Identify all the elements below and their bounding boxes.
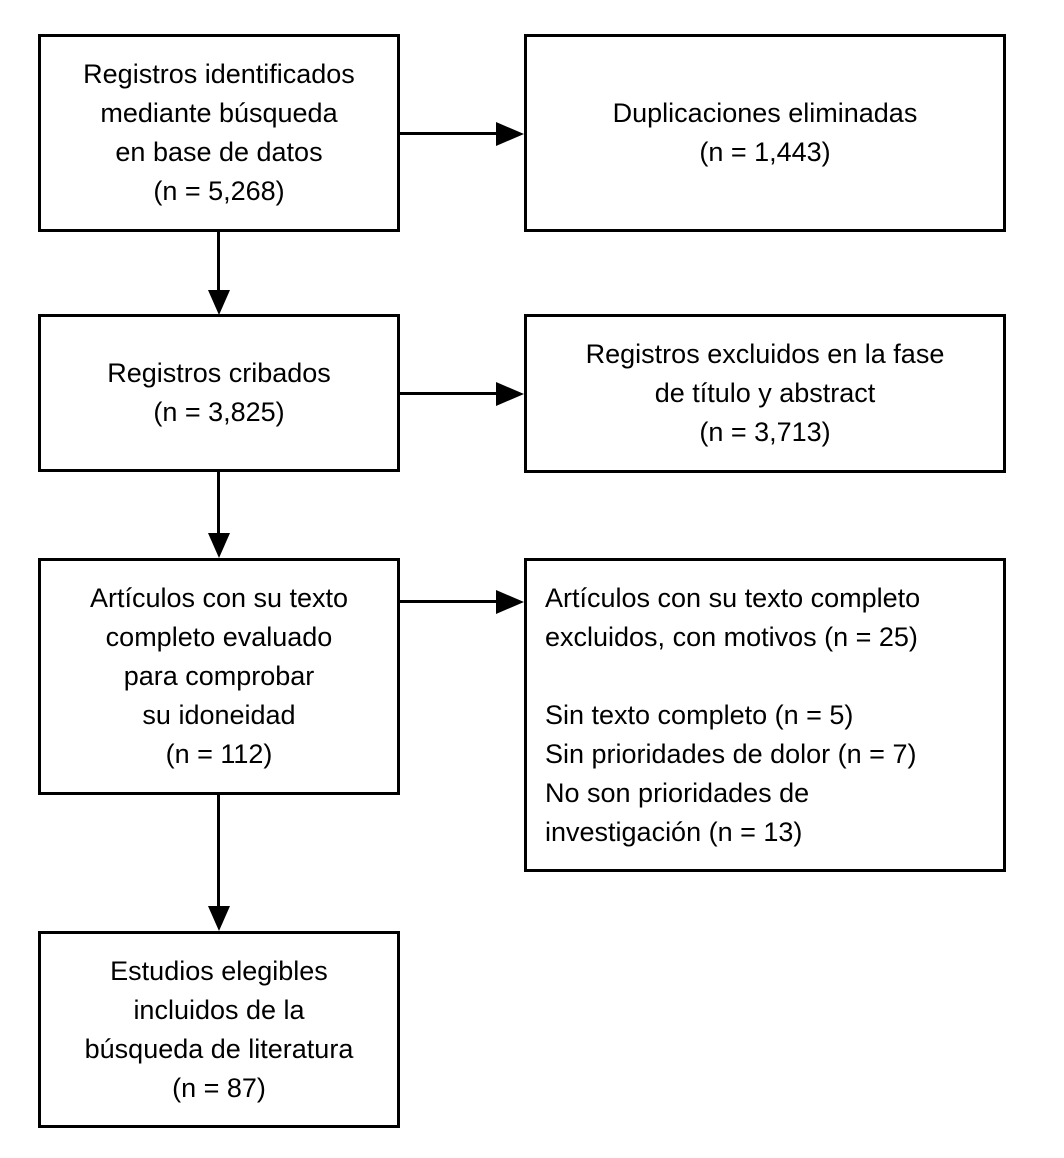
box-records-screened [38,314,400,472]
box-text-line: (n = 1,443) [699,137,831,167]
box-text-line: completo evaluado [105,622,333,652]
box-text-line: su idoneidad [142,700,296,730]
box-text-line: (n = 3,825) [153,397,285,427]
box-text-line: Sin texto completo (n = 5) [545,699,854,730]
arrow-shaft [217,795,220,907]
box-text-line: (n = 112) [165,739,273,769]
box-text-line: para comprobar [123,661,315,691]
arrow-shaft [400,600,496,603]
box-text-line: Registros excluidos en la fase [585,339,945,369]
box-text-line: de título y abstract [654,378,876,408]
box-text-line: (n = 3,713) [699,417,831,447]
arrowhead-right-icon [496,122,524,146]
box-text-line: Artículos con su texto [89,583,349,613]
box-text-line: Duplicaciones eliminadas [612,98,918,128]
box-text-line: búsqueda de literatura [84,1033,354,1064]
box-text-line: excluidos, con motivos (n = 25) [545,621,918,652]
arrowhead-down-icon [208,906,230,931]
arrow-shaft [400,392,496,395]
box-text-line: Sin prioridades de dolor (n = 7) [545,738,917,769]
arrowhead-down-icon [208,533,230,558]
box-text-line: Artículos con su texto completo [545,582,921,613]
box-fulltext-assessed [38,558,400,795]
box-text-line: mediante búsqueda [100,98,338,128]
box-excluded-title-abstract [524,314,1006,473]
box-text-line: Estudios elegibles [110,955,328,986]
box-text-line: (n = 5,268) [153,176,285,206]
box-text-line: incluidos de la [133,994,305,1025]
box-text-line: Registros cribados [107,358,331,388]
box-text-line: (n = 87) [172,1072,266,1103]
arrowhead-right-icon [496,590,524,614]
box-records-identified [38,34,400,232]
box-text-line: No son prioridades de [545,777,810,808]
box-studies-included [38,931,400,1128]
box-text-line: investigación (n = 13) [545,816,803,847]
box-fulltext-excluded [524,558,1006,872]
box-duplicates-removed [524,34,1006,232]
arrow-shaft [217,472,220,534]
box-text-line: Registros identificados [83,59,355,89]
arrow-shaft [400,132,496,135]
arrowhead-right-icon [496,382,524,406]
arrowhead-down-icon [208,290,230,315]
arrow-shaft [217,232,220,292]
box-text-line: en base de datos [115,137,323,167]
